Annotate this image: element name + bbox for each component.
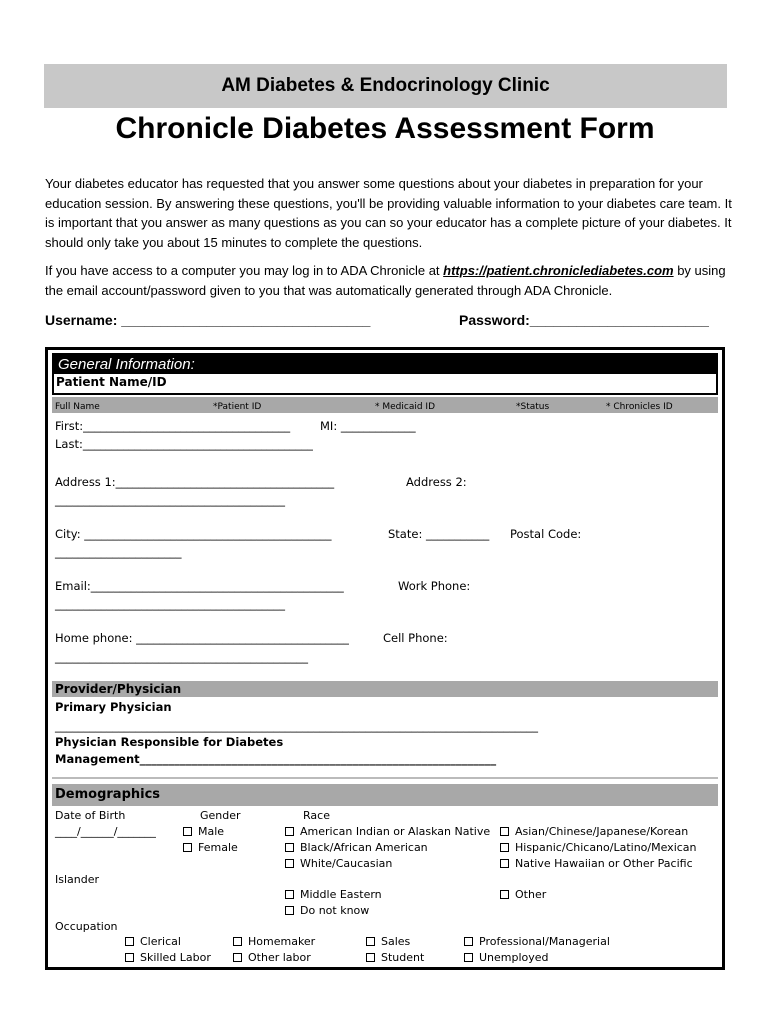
occupation-option[interactable]: Homemaker bbox=[233, 935, 315, 949]
checkbox-icon[interactable] bbox=[464, 937, 473, 946]
checkbox-icon[interactable] bbox=[285, 859, 294, 868]
checkbox-icon[interactable] bbox=[183, 827, 192, 836]
race-option[interactable]: Asian/Chinese/Japanese/Korean bbox=[500, 825, 688, 839]
race-option[interactable]: Do not know bbox=[285, 904, 369, 918]
checkbox-icon[interactable] bbox=[500, 859, 509, 868]
state-field[interactable]: State: ___________ bbox=[388, 527, 490, 541]
col-medicaid-id: * Medicaid ID bbox=[375, 402, 435, 412]
gender-option-male[interactable]: Male bbox=[183, 825, 224, 839]
cell-phone-label: Cell Phone: bbox=[383, 631, 448, 645]
occupation-option[interactable]: Professional/Managerial bbox=[464, 935, 610, 949]
primary-physician-field[interactable]: ____________________________________________________________________________________ bbox=[55, 719, 538, 733]
checkbox-icon[interactable] bbox=[183, 843, 192, 852]
checkbox-icon[interactable] bbox=[125, 937, 134, 946]
col-full-name: Full Name bbox=[55, 402, 100, 412]
intro-paragraph: Your diabetes educator has requested that you answer some questions about your diabetes in preparation for your education session. By answering these questions, you'll be providing valuable information to your diabetes care team. It is important that you answer as many questions as you can so your educator has a complete picture of your diabetes. It should only take you about 15 minutes to complete the questions. bbox=[45, 176, 732, 250]
occupation-option[interactable]: Skilled Labor bbox=[125, 951, 211, 965]
middle-initial-field[interactable]: MI: _____________ bbox=[320, 419, 416, 433]
clinic-name: AM Diabetes & Endocrinology Clinic bbox=[221, 75, 550, 96]
occupation-option[interactable]: Clerical bbox=[125, 935, 181, 949]
work-phone-label: Work Phone: bbox=[398, 579, 471, 593]
home-phone-field[interactable]: Home phone: _____________________________________ bbox=[55, 631, 349, 645]
responsible-physician-field[interactable]: Management______________________________________________________________ bbox=[55, 752, 497, 766]
col-chronicles-id: * Chronicles ID bbox=[606, 402, 673, 412]
patient-name-id-label: Patient Name/ID bbox=[56, 375, 167, 389]
checkbox-icon[interactable] bbox=[366, 953, 375, 962]
col-patient-id: *Patient ID bbox=[213, 402, 262, 412]
race-label: Race bbox=[303, 809, 330, 822]
password-field[interactable]: Password:_______________________ bbox=[459, 312, 709, 328]
access-text-before: If you have access to a computer you may log in to ADA Chronicle at bbox=[45, 263, 444, 278]
dob-label: Date of Birth bbox=[55, 809, 126, 822]
checkbox-icon[interactable] bbox=[285, 890, 294, 899]
address2-field[interactable]: ________________________________________ bbox=[55, 493, 285, 507]
checkbox-icon[interactable] bbox=[285, 827, 294, 836]
clinic-name-bar bbox=[44, 64, 727, 108]
checkbox-icon[interactable] bbox=[464, 953, 473, 962]
checkbox-icon[interactable] bbox=[233, 953, 242, 962]
race-option[interactable]: Hispanic/Chicano/Latino/Mexican bbox=[500, 841, 697, 855]
chronicle-link[interactable]: https://patient.chroniclediabetes.com bbox=[443, 263, 674, 278]
responsible-physician-label: Physician Responsible for Diabetes bbox=[55, 735, 284, 749]
islander-text: Islander bbox=[55, 873, 100, 886]
cell-phone-field[interactable]: ____________________________________________ bbox=[55, 650, 308, 664]
checkbox-icon[interactable] bbox=[500, 890, 509, 899]
demographics-section-title: Demographics bbox=[55, 787, 161, 802]
checkbox-icon[interactable] bbox=[125, 953, 134, 962]
email-field[interactable]: Email:____________________________________________ bbox=[55, 579, 344, 593]
occupation-option[interactable]: Other labor bbox=[233, 951, 311, 965]
address2-label: Address 2: bbox=[406, 475, 467, 489]
postal-code-field[interactable]: ______________________ bbox=[55, 545, 182, 559]
general-info-title: General Information: bbox=[54, 355, 716, 374]
checkbox-icon[interactable] bbox=[366, 937, 375, 946]
checkbox-icon[interactable] bbox=[500, 843, 509, 852]
race-option[interactable]: Black/African American bbox=[285, 841, 428, 855]
access-text-after: by using the email account/password given to you that was automatically generated through ADA Chronicle. bbox=[45, 263, 726, 298]
primary-physician-label: Primary Physician bbox=[55, 700, 172, 714]
city-field[interactable]: City: ___________________________________________ bbox=[55, 527, 332, 541]
gender-option-female[interactable]: Female bbox=[183, 841, 238, 855]
form-title: Chronicle Diabetes Assessment Form bbox=[115, 112, 655, 145]
general-info-header bbox=[52, 353, 718, 395]
dob-field[interactable]: ____/______/_______ bbox=[55, 825, 156, 838]
occupation-option[interactable]: Unemployed bbox=[464, 951, 549, 965]
last-name-field[interactable]: Last:________________________________________ bbox=[55, 437, 313, 451]
col-status: *Status bbox=[516, 402, 550, 412]
race-option[interactable]: White/Caucasian bbox=[285, 857, 392, 871]
section-divider bbox=[52, 777, 718, 779]
work-phone-field[interactable]: ________________________________________ bbox=[55, 597, 285, 611]
address1-field[interactable]: Address 1:______________________________________ bbox=[55, 475, 335, 489]
first-name-field[interactable]: First:____________________________________ bbox=[55, 419, 291, 433]
race-option-other[interactable]: Other bbox=[500, 888, 546, 902]
checkbox-icon[interactable] bbox=[500, 827, 509, 836]
occupation-label: Occupation bbox=[55, 920, 118, 933]
race-option[interactable]: Middle Eastern bbox=[285, 888, 382, 902]
checkbox-icon[interactable] bbox=[285, 843, 294, 852]
race-option[interactable]: Native Hawaiian or Other Pacific bbox=[500, 857, 693, 871]
checkbox-icon[interactable] bbox=[285, 906, 294, 915]
access-paragraph bbox=[45, 261, 735, 300]
checkbox-icon[interactable] bbox=[233, 937, 242, 946]
occupation-option[interactable]: Student bbox=[366, 951, 424, 965]
occupation-option[interactable]: Sales bbox=[366, 935, 410, 949]
race-option[interactable]: American Indian or Alaskan Native bbox=[285, 825, 490, 839]
provider-section-title: Provider/Physician bbox=[55, 682, 182, 696]
username-field[interactable]: Username: ________________________________ bbox=[45, 312, 371, 328]
postal-code-label: Postal Code: bbox=[510, 527, 582, 541]
gender-label: Gender bbox=[200, 809, 241, 822]
